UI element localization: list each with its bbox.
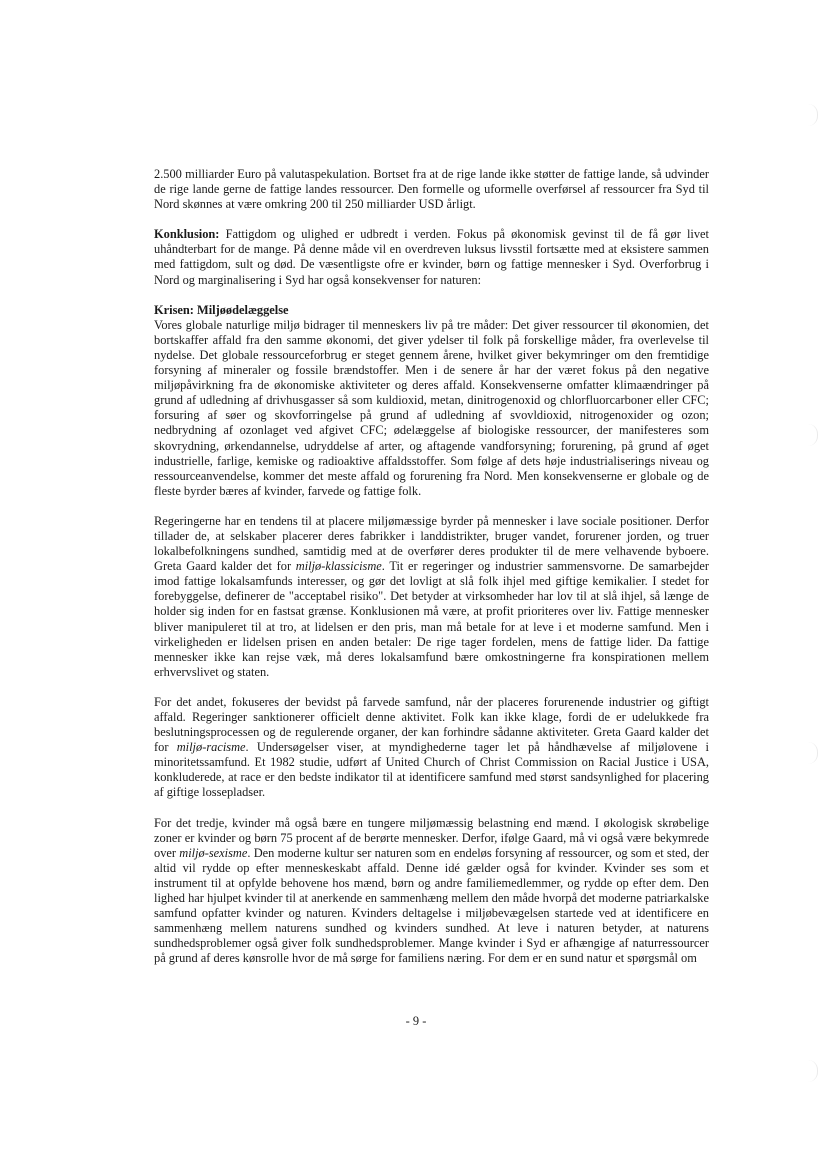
binder-hole-mark bbox=[805, 742, 818, 764]
paragraph-text: . Undersøgelser viser, at myndighederne tager let på håndhævelse af miljølovene i minoritetssamfund. Et 1982 studie, udført af United Church of Christ Commission on Racial Justice i USA, konkluderede, at race er den bedste indikator til at identificere samfund med størst sandsynlighed for placering af giftige lossepladser. bbox=[154, 740, 709, 800]
document-body bbox=[154, 167, 709, 967]
page-number: - 9 - bbox=[405, 1014, 427, 1028]
section-heading: Krisen: Miljøødelæggelse bbox=[154, 302, 289, 317]
term-miljo-klassicisme: miljø-klassicisme bbox=[295, 559, 382, 574]
paragraph-text: . Tit er regeringer og industrier sammensvorne. De samarbejder imod fattige lokalsamfunds interesser, og gør det lovligt at slå folk ihjel med giftige kemikalier. I stedet for forebyggelse, definerer de "acceptabel risiko". Det betyder at virksomheder har lov til at slå ihjel, så længe de holder sig inden for en fastsat grænse. Konklusionen må være, at profit prioriteres over liv. Fattige mennesker bliver manipuleret til at tro, at lidelsen er den pris, man må betale for at leve i et moderne samfund. Men i virkeligheden er lidelsen prisen en anden betaler: De rige tager fordelen, mens de fattige lider. Da fattige mennesker ikke kan rejse væk, må deres lokalsamfund bære omkostningerne fra konspirationen mellem erhvervslivet og staten. bbox=[154, 559, 709, 679]
paragraph-text: . Den moderne kultur ser naturen som en endeløs forsyning af ressourcer, og som et sted, der altid vil rydde op efter menneskeskabt affald. Denne idé gælder også for kvinder. Kvinder ses som et instrument til at opfylde behovene hos mænd, børn og andre familiemedlemmer, og rydde op efter dem. Den lighed har hjulpet kvinder til at anerkende en sammenhæng mellem den måde hvorpå det moderne patriarkalske samfund opfatter kvinder og naturen. Kvinders deltagelse i miljøbevægelsen startede ved at identificere en sammenhæng mellem naturens sundhed og kvinders sundhed. At leve i naturen betyder, at naturens sundhedsproblemer også giver folk sundhedsproblemer. Mange kvinder i Syd er afhængige af naturressourcer på grund af deres kønsrolle hvor de må sørge for familiens næring. For dem er en sund natur et spørgsmål om bbox=[154, 845, 709, 966]
paragraph-text: Regeringerne har en tendens til at placere miljømæssige byrder på mennesker i lave sociale positioner. Derfor tillader de, at selskaber placerer deres fabrikker i landdistrikter, bruger vandet, forurener jorden, og truer lokalbefolkningens sundhed, samtidig med at de overfører deres produkter til de mere velhavende byboere. Greta Gaard kalder det for bbox=[154, 513, 709, 574]
konklusion-lead: Konklusion: bbox=[154, 227, 220, 242]
paragraph-text: Fattigdom og ulighed er udbredt i verden. Fokus på økonomisk gevinst til de få gør livet uhåndterbart for de mange. På denne måde vil en overdreven luksus livsstil fortsætte med at eksistere sammen med fattigdom, sult og død. De væsentligste ofre er kvinder, børn og fattige mennesker i Syd. Overforbrug i Nord og marginalisering i Syd har også konsekvenser for naturen: bbox=[154, 227, 709, 287]
term-miljo-sexisme: miljø-sexisme bbox=[179, 845, 248, 860]
paragraph-miljo bbox=[154, 318, 709, 499]
paragraph-for-det-andet bbox=[154, 695, 709, 801]
paragraph-konklusion bbox=[154, 227, 709, 287]
binder-hole-mark bbox=[805, 1060, 818, 1082]
paragraph-text: For det tredje, kvinder må også bære en tungere miljømæssig belastning end mænd. I økologisk skrøbelige zoner er kvinder og børn 75 procent af de berørte mennesker. Derfor, ifølge Gaard, må vi også være bekymrede over bbox=[154, 815, 709, 860]
binder-hole-mark bbox=[805, 104, 818, 126]
paragraph-text: Vores globale naturlige miljø bidrager til menneskers liv på tre måder: Det giver ressourcer til økonomien, det bortskaffer affald fra den samme økonomi, det giver ydelser til folk på forskellige måder, fra overlevelse til nydelse. Det globale ressourceforbrug er steget gennem årene, hvilket giver bekymringer om den fremtidige forsyning af mineraler og fossile brændstoffer. Men i de senere år har der været fokus på den negative miljøpåvirkning fra de økonomiske aktiviteter og deres affald. Konsekvenserne omfatter klimaændringer på grund af udledning af drivhusgasser så som kuldioxid, metan, dinitrogenoxid og chlorfluorcarboner eller CFC; forsuring af søer og skovforringelse på grund af udledning af svovldioxid, nitrogenoxider og ozon; nedbrydning af ozonlaget ved afgivet CFC; ødelæggelse af biologiske ressourcer, der manifesteres som skovrydning, ørkendannelse, udryddelse af arter, og aftagende vandforsyning; forurening, på grund af øget industrielle, farlige, kemiske og radioaktive affaldsstoffer. Som følge af dets høje industrialiserings niveau og ressourceanvendelse, kommer det meste affald og forurening fra Nord. Men konsekvenserne er globale og de fleste byrder bæres af kvinder, farvede og fattige folk. bbox=[154, 317, 709, 498]
paragraph-valuta bbox=[154, 167, 709, 212]
term-miljo-racisme: miljø-racisme bbox=[176, 740, 246, 755]
binder-hole-mark bbox=[805, 424, 818, 446]
paragraph-regeringer bbox=[154, 514, 709, 680]
paragraph-text: 2.500 milliarder Euro på valutaspekulation. Bortset fra at de rige lande ikke støtter de fattige lande, så udvinder de rige lande gerne de fattige landes ressourcer. Den formelle og uformelle overførsel af ressourcer fra Syd til Nord skønnes at være omkring 200 til 250 milliarder USD årligt. bbox=[154, 167, 709, 212]
paragraph-text: For det andet, fokuseres der bevidst på farvede samfund, når der placeres forurenende industrier og giftigt affald. Regeringer sanktionerer officielt denne aktivitet. Folk kan ikke klage, fordi de er udelukkede fra beslutningsprocessen og de regulerende organer, der kan forhindre sådanne aktiviteter. Greta Gaard kalder det for bbox=[154, 694, 709, 755]
paragraph-for-det-tredje bbox=[154, 816, 709, 967]
